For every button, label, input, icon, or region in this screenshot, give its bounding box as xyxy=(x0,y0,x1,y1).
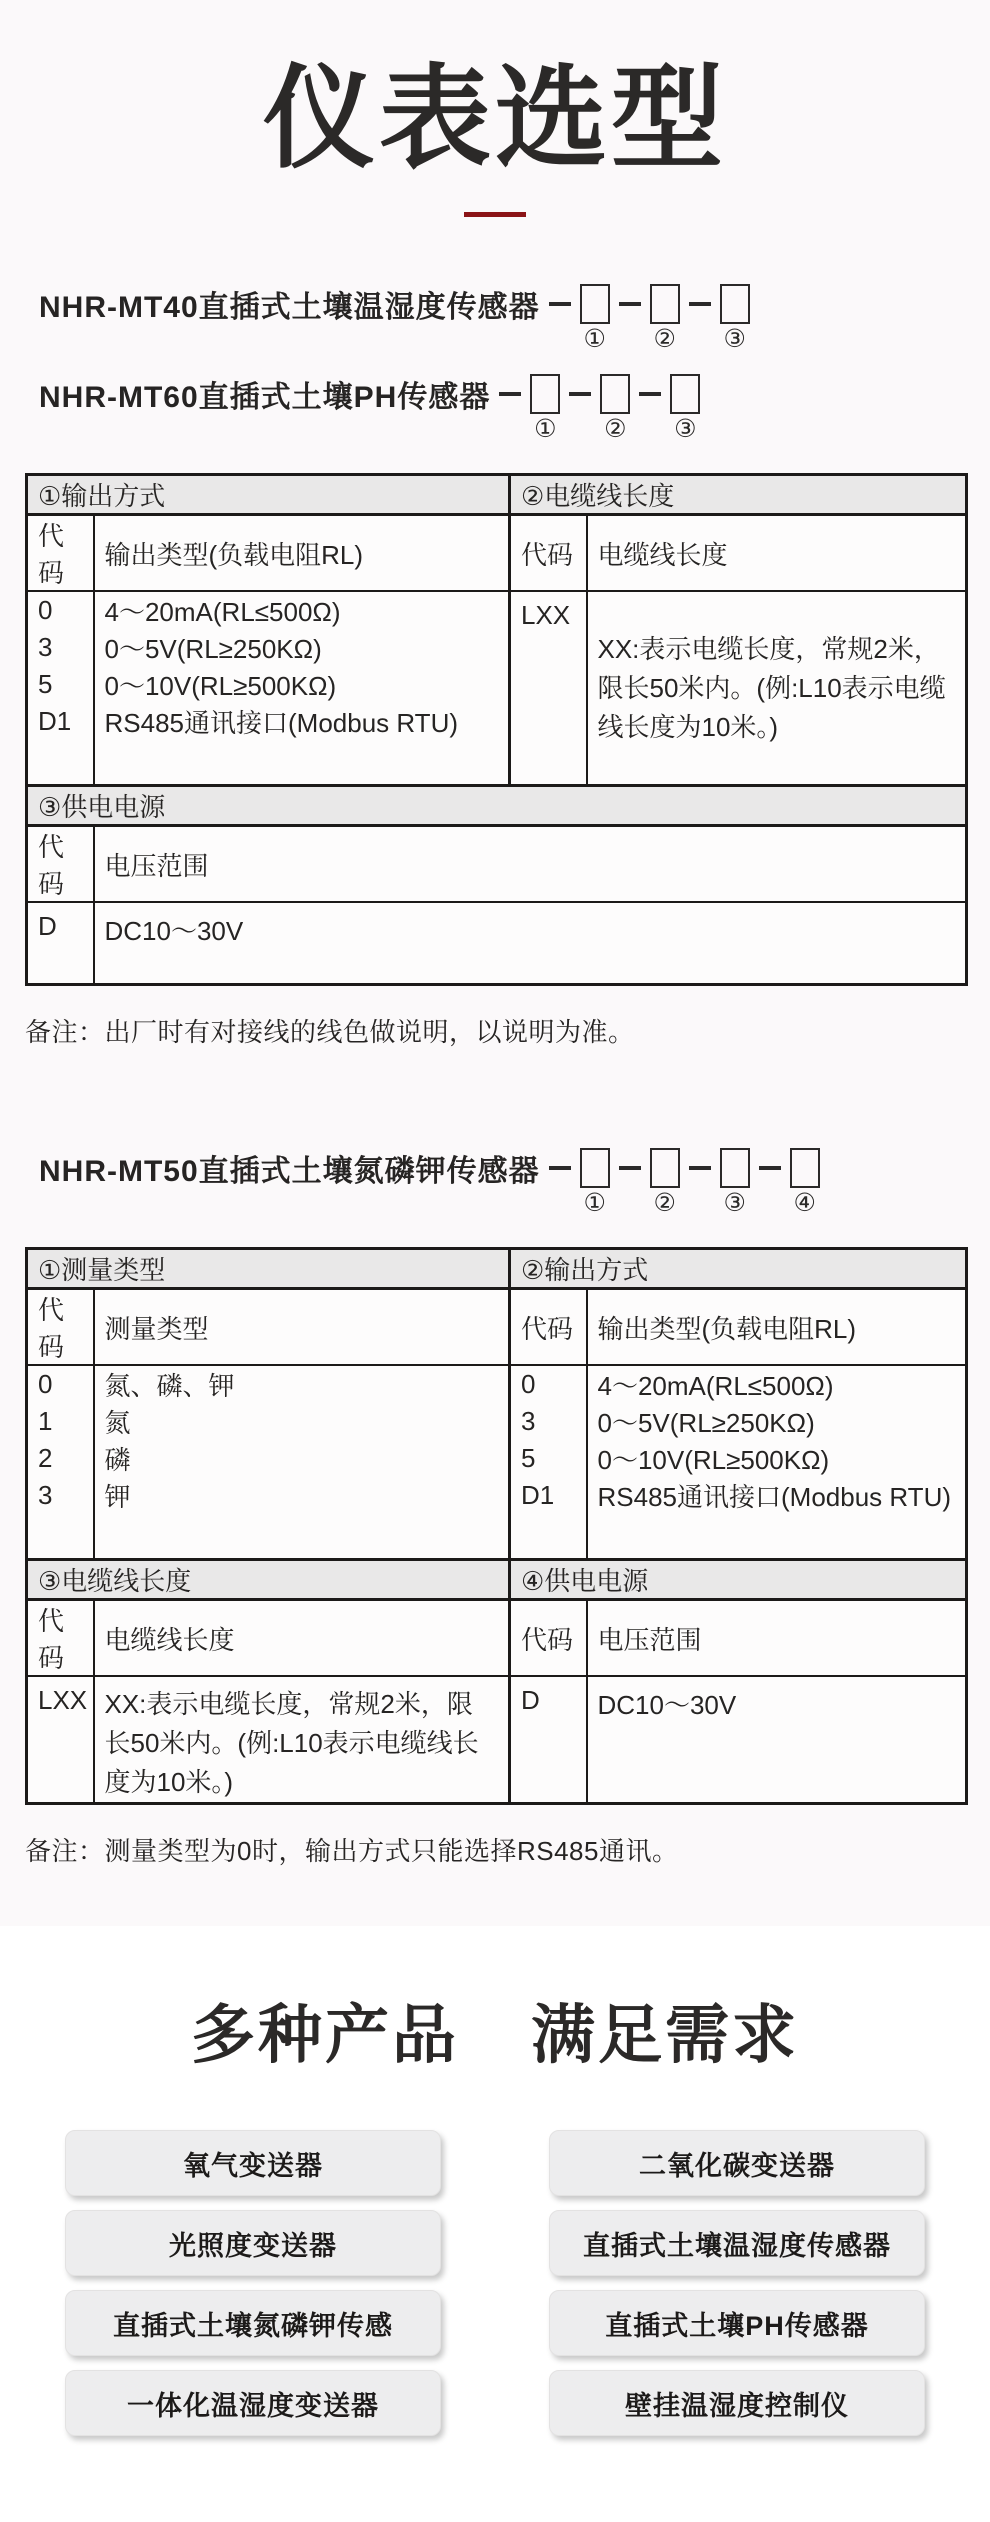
table-row xyxy=(27,1600,967,1677)
voltage-value: DC10～30V xyxy=(597,1690,737,1721)
model-name-mt40: NHR-MT40直插式土壤温湿度传感器 xyxy=(39,291,540,325)
product-button-integrated-temp-humidity-transmitter[interactable]: 一体化温湿度变送器 xyxy=(65,2370,441,2436)
code-box xyxy=(580,284,610,324)
voltage-value: DC10～30V xyxy=(104,916,244,947)
slot-number: ② xyxy=(653,1189,676,1218)
code-slot xyxy=(790,1148,820,1218)
cable-length-description: XX:表示电缆长度，常规2米，限长50米内。(例:L10表示电缆线长度为10米。) xyxy=(597,633,946,742)
red-divider xyxy=(464,212,526,217)
dash-connector xyxy=(569,392,591,396)
code-value: 0 xyxy=(27,1365,94,1403)
section-header-cable-length: ③电缆线长度 xyxy=(27,1560,510,1600)
code-box xyxy=(650,284,680,324)
table-row xyxy=(27,475,967,515)
col-header-voltage: 电压范围 xyxy=(587,1600,967,1677)
cable-length-description: XX:表示电缆长度，常规2米，限长50米内。(例:L10表示电缆线长度为10米。) xyxy=(94,1676,510,1804)
output-type-value: 4～20mA(RL≤500Ω) xyxy=(94,591,510,629)
model-line-mt60 xyxy=(39,371,965,444)
section-header-cable-length: ②电缆线长度 xyxy=(510,475,967,515)
table-row xyxy=(27,1249,967,1289)
code-slot xyxy=(650,1148,680,1218)
table-row xyxy=(27,1289,967,1366)
dash-connector xyxy=(549,302,571,306)
table-row xyxy=(27,1403,967,1440)
product-button-soil-npk-sensor[interactable]: 直插式土壤氮磷钾传感 xyxy=(65,2290,441,2356)
section-header-power-supply: ③供电电源 xyxy=(27,786,967,826)
model-code-line-mt50 xyxy=(25,1145,965,1218)
code-value: 2 xyxy=(27,1440,94,1477)
code-slot xyxy=(720,1148,750,1218)
col-header-code: 代码 xyxy=(27,1289,94,1366)
table-row xyxy=(27,786,967,826)
slot-number: ② xyxy=(604,415,627,444)
dash-connector xyxy=(689,1166,711,1170)
code-value: D1 xyxy=(510,1477,587,1514)
selection-table-mt50 xyxy=(25,1247,968,1805)
col-header-voltage: 电压范围 xyxy=(94,826,967,903)
section-header-measure-type: ①测量类型 xyxy=(27,1249,510,1289)
output-type-value: 0～10V(RL≥500KΩ) xyxy=(597,1445,830,1476)
table-row xyxy=(27,1365,967,1403)
code-slot xyxy=(650,284,680,354)
code-value: 5 xyxy=(510,1440,587,1477)
col-header-code: 代码 xyxy=(510,515,587,592)
code-box xyxy=(720,284,750,324)
products-heading-right: 满足需求 xyxy=(531,1999,799,2072)
col-header-code: 代码 xyxy=(27,515,94,592)
dash-connector xyxy=(549,1166,571,1170)
slot-number: ③ xyxy=(674,415,697,444)
model-name-mt50: NHR-MT50直插式土壤氮磷钾传感器 xyxy=(39,1155,540,1189)
table-row xyxy=(27,1477,967,1514)
slot-number: ③ xyxy=(723,1189,746,1218)
output-type-value: 0～5V(RL≥250KΩ) xyxy=(94,629,510,666)
model-line-mt40 xyxy=(39,281,965,354)
output-type-value: RS485通讯接口(Modbus RTU) xyxy=(597,1482,952,1513)
slot-number: ③ xyxy=(723,325,746,354)
products-heading xyxy=(0,1926,990,2076)
products-grid xyxy=(65,2130,925,2436)
section-header-output-mode: ②输出方式 xyxy=(510,1249,967,1289)
code-box xyxy=(600,374,630,414)
model-name-mt60: NHR-MT60直插式土壤PH传感器 xyxy=(39,381,491,415)
code-slot xyxy=(670,374,700,444)
output-type-value: RS485通讯接口(Modbus RTU) xyxy=(94,703,510,740)
model-line-mt50 xyxy=(39,1145,965,1218)
code-value: 0 xyxy=(27,591,94,629)
section-header-power-supply: ④供电电源 xyxy=(510,1560,967,1600)
slot-number: ② xyxy=(653,325,676,354)
code-value: D xyxy=(27,902,94,985)
table-row xyxy=(27,515,967,592)
product-button-wall-mounted-temp-humidity-controller[interactable]: 壁挂温湿度控制仪 xyxy=(549,2370,925,2436)
code-value: 3 xyxy=(27,1477,94,1514)
code-box xyxy=(650,1148,680,1188)
measure-type-value: 钾 xyxy=(94,1477,510,1514)
code-value: 0 xyxy=(510,1365,587,1403)
code-slot xyxy=(580,284,610,354)
dash-connector xyxy=(619,1166,641,1170)
code-box xyxy=(580,1148,610,1188)
product-button-illuminance-transmitter[interactable]: 光照度变送器 xyxy=(65,2210,441,2276)
code-slot xyxy=(720,284,750,354)
output-type-value: 0～10V(RL≥500KΩ) xyxy=(94,666,510,703)
col-header-cable: 电缆线长度 xyxy=(587,515,967,592)
output-type-value: 0～5V(RL≥250KΩ) xyxy=(597,1408,815,1439)
product-button-oxygen-transmitter[interactable]: 氧气变送器 xyxy=(65,2130,441,2196)
page-title: 仪表选型 xyxy=(263,56,727,181)
output-type-value: 4～20mA(RL≤500Ω) xyxy=(597,1371,834,1402)
table-row xyxy=(27,591,967,629)
code-value: 3 xyxy=(510,1403,587,1440)
measure-type-value: 磷 xyxy=(94,1440,510,1477)
products-section xyxy=(0,1926,990,2522)
col-header-cable: 电缆线长度 xyxy=(94,1600,510,1677)
measure-type-value: 氮、磷、钾 xyxy=(94,1365,510,1403)
table-row xyxy=(27,1560,967,1600)
slot-number: ① xyxy=(583,325,606,354)
dash-connector xyxy=(619,302,641,306)
code-value: D1 xyxy=(27,703,94,740)
dash-connector xyxy=(499,392,521,396)
table-row xyxy=(27,902,967,985)
code-value: LXX xyxy=(510,591,587,786)
model-code-lines xyxy=(25,281,965,444)
code-slot xyxy=(580,1148,610,1218)
selection-table-mt40-mt60 xyxy=(25,473,968,986)
code-slot xyxy=(530,374,560,444)
col-header-output-type: 输出类型(负载电阻RL) xyxy=(587,1289,967,1366)
col-header-output-type: 输出类型(负载电阻RL) xyxy=(94,515,510,592)
code-box xyxy=(670,374,700,414)
table-row xyxy=(27,1676,967,1804)
code-box xyxy=(530,374,560,414)
dash-connector xyxy=(759,1166,781,1170)
products-heading-left: 多种产品 xyxy=(191,1999,459,2072)
section-header-output-mode: ①输出方式 xyxy=(27,475,510,515)
code-value: 5 xyxy=(27,666,94,703)
table-row xyxy=(27,1440,967,1477)
code-value: D xyxy=(510,1676,587,1804)
product-button-soil-temp-humidity-sensor[interactable]: 直插式土壤温湿度传感器 xyxy=(549,2210,925,2276)
code-value: 3 xyxy=(27,629,94,666)
code-box xyxy=(790,1148,820,1188)
dash-connector xyxy=(689,302,711,306)
col-header-code: 代码 xyxy=(27,826,94,903)
code-value: LXX xyxy=(27,1676,94,1804)
col-header-code: 代码 xyxy=(510,1289,587,1366)
note-wiring: 备注：出厂时有对接线的线色做说明，以说明为准。 xyxy=(25,1017,635,1048)
measure-type-value: 氮 xyxy=(94,1403,510,1440)
slot-number: ① xyxy=(534,415,557,444)
slot-number: ① xyxy=(583,1189,606,1218)
code-box xyxy=(720,1148,750,1188)
col-header-code: 代码 xyxy=(27,1600,94,1677)
product-button-co2-transmitter[interactable]: 二氧化碳变送器 xyxy=(549,2130,925,2196)
table-row xyxy=(27,1514,967,1560)
col-header-measure-type: 测量类型 xyxy=(94,1289,510,1366)
slot-number: ④ xyxy=(793,1189,816,1218)
product-button-soil-ph-sensor[interactable]: 直插式土壤PH传感器 xyxy=(549,2290,925,2356)
dash-connector xyxy=(639,392,661,396)
col-header-code: 代码 xyxy=(510,1600,587,1677)
table-row xyxy=(27,826,967,903)
content-column xyxy=(25,281,965,1868)
code-slot xyxy=(600,374,630,444)
code-value: 1 xyxy=(27,1403,94,1440)
note-measure-type: 备注：测量类型为0时，输出方式只能选择RS485通讯。 xyxy=(25,1836,679,1867)
